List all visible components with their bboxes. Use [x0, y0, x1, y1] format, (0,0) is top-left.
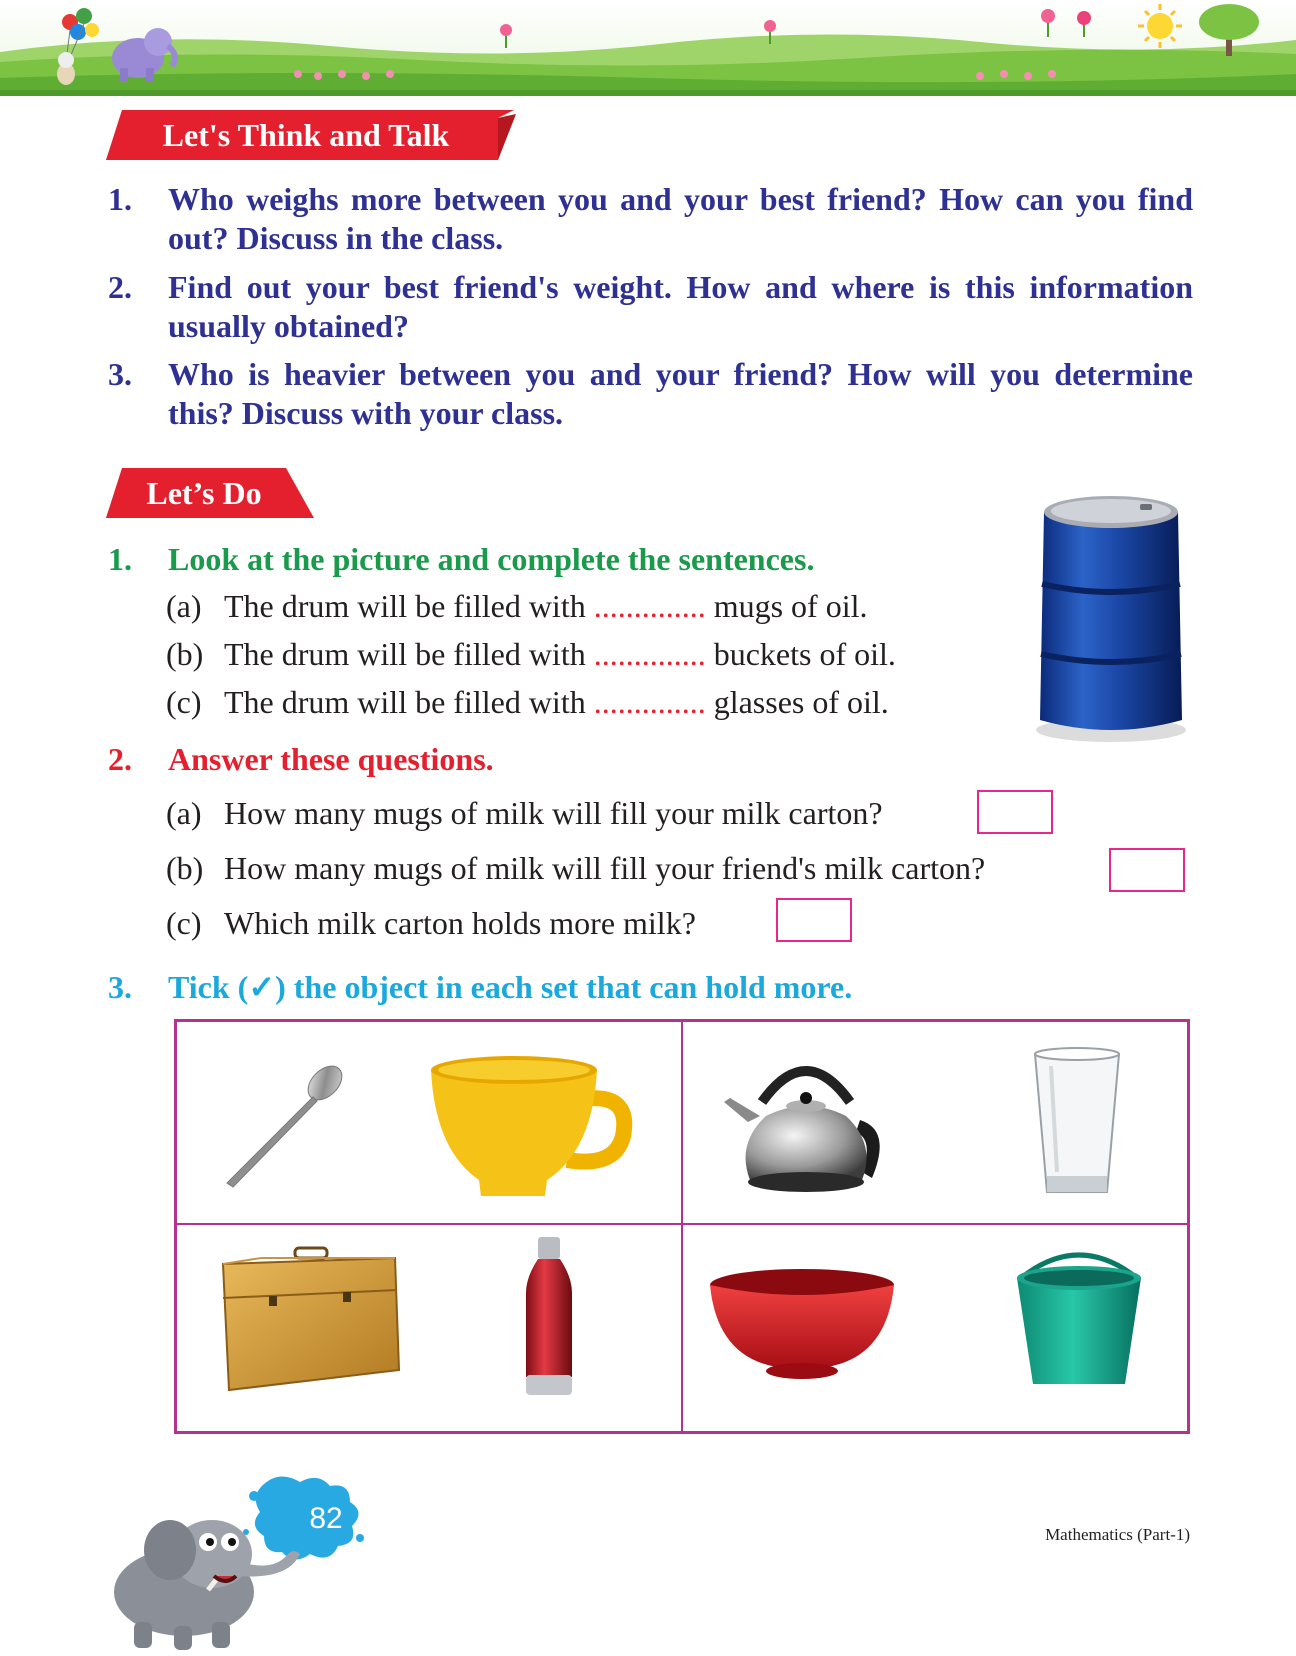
question-text: How many mugs of milk will fill your milk carton?: [224, 795, 883, 831]
sentence-start: The drum will be filled with: [224, 588, 586, 624]
question-number: 2.: [108, 741, 132, 777]
wooden-box-image[interactable]: [215, 1244, 405, 1394]
answer-blank[interactable]: ..............: [593, 588, 706, 624]
book-title: Mathematics (Part-1): [1045, 1525, 1190, 1544]
answer-box-a[interactable]: [977, 790, 1053, 834]
bottle-image[interactable]: [522, 1237, 577, 1402]
oil-drum-image: [1032, 494, 1190, 746]
tick-table: [174, 1019, 1190, 1434]
answer-box-c[interactable]: [776, 898, 852, 942]
answer-question-b: [166, 848, 985, 888]
question-text: Who is heavier between you and your friend? How will you determine this? Discuss with your class.: [168, 356, 1193, 431]
fill-sentence-c: [166, 682, 889, 722]
page-number: 82: [309, 1502, 343, 1535]
section-title: Let’s Do: [146, 474, 262, 511]
item-label: (c): [166, 684, 202, 720]
question-text: Who weighs more between you and your best friend? How can you find out? Discuss in the class.: [168, 181, 1193, 256]
kettle-image[interactable]: [722, 1040, 892, 1208]
cup-image[interactable]: [427, 1050, 637, 1200]
question-number: 3.: [108, 356, 132, 392]
spoon-image[interactable]: [217, 1057, 357, 1192]
answer-box-b[interactable]: [1109, 848, 1185, 892]
section-title: Let's Think and Talk: [162, 116, 450, 153]
answer-question-c: [166, 903, 696, 943]
question-number: 3.: [108, 969, 132, 1005]
sentence-start: The drum will be filled with: [224, 684, 586, 720]
do-question-1: [108, 540, 1008, 580]
item-label: (c): [166, 905, 202, 941]
item-label: (b): [166, 850, 204, 886]
table-divider-horizontal: [177, 1223, 1187, 1225]
table-divider-vertical: [681, 1022, 683, 1431]
answer-blank[interactable]: ..............: [593, 636, 706, 672]
elephant-mascot-illustration: [104, 1472, 374, 1652]
glass-image[interactable]: [1027, 1044, 1127, 1206]
do-question-3: [108, 968, 1108, 1008]
think-question-1: [108, 180, 1193, 260]
section-ribbon-think-talk: [106, 110, 516, 160]
question-text: Look at the picture and complete the sentences.: [168, 541, 815, 577]
sentence-start: The drum will be filled with: [224, 636, 586, 672]
bowl-image[interactable]: [707, 1267, 897, 1382]
answer-question-a: [166, 793, 883, 833]
do-question-2: [108, 740, 1008, 780]
fill-sentence-b: [166, 634, 896, 674]
question-number: 1.: [108, 181, 132, 217]
think-question-3: [108, 355, 1193, 435]
item-label: (a): [166, 588, 202, 624]
header-banner-illustration: [0, 0, 1296, 96]
item-label: (b): [166, 636, 204, 672]
item-label: (a): [166, 795, 202, 831]
sentence-end: glasses of oil.: [713, 684, 889, 720]
question-text: Which milk carton holds more milk?: [224, 905, 696, 941]
section-ribbon-lets-do: [106, 468, 316, 518]
question-text: Answer these questions.: [168, 741, 494, 777]
sentence-end: mugs of oil.: [713, 588, 868, 624]
answer-blank[interactable]: ..............: [593, 684, 706, 720]
sentence-end: buckets of oil.: [713, 636, 896, 672]
question-text: How many mugs of milk will fill your friend's milk carton?: [224, 850, 986, 886]
question-number: 1.: [108, 541, 132, 577]
question-number: 2.: [108, 269, 132, 305]
question-text: Find out your best friend's weight. How and where is this information usually obtained?: [168, 269, 1193, 344]
bucket-image[interactable]: [1009, 1244, 1149, 1392]
think-question-2: [108, 268, 1193, 348]
fill-sentence-a: [166, 586, 867, 626]
question-text: Tick (✓) the object in each set that can hold more.: [168, 969, 853, 1005]
